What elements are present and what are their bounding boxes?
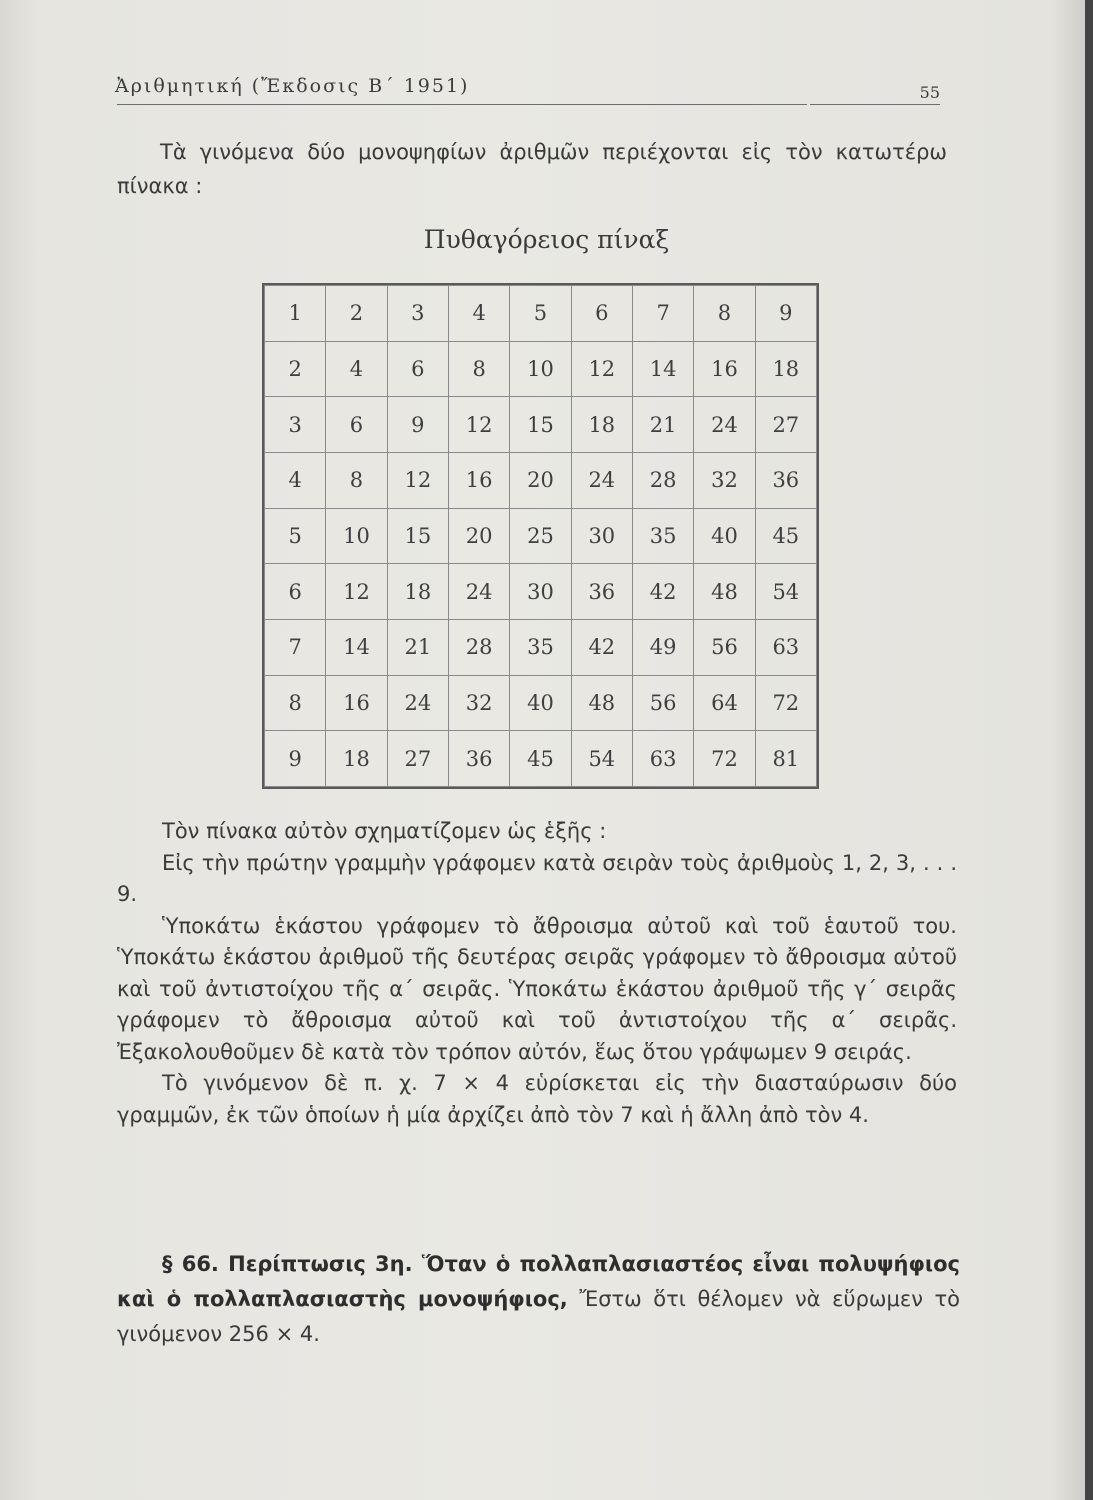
table-cell: 16 bbox=[694, 341, 755, 397]
table-cell: 20 bbox=[448, 508, 509, 564]
table-cell: 27 bbox=[755, 397, 816, 453]
table-cell: 18 bbox=[387, 564, 448, 620]
table-cell: 12 bbox=[571, 341, 632, 397]
table-cell: 9 bbox=[387, 397, 448, 453]
table-cell: 49 bbox=[632, 619, 693, 675]
table-cell: 64 bbox=[694, 675, 755, 731]
table-cell: 40 bbox=[694, 508, 755, 564]
paragraph-1: Τὸν πίνακα αὐτὸν σχηματίζομεν ὡς ἑξῆς : bbox=[162, 819, 607, 843]
intro-paragraph: Τὰ γινόμενα δύο μονοψηφίων ἀριθμῶν περιέχονται εἰς τὸν κατωτέρω πίνακα : bbox=[117, 140, 947, 198]
table-cell: 2 bbox=[326, 286, 387, 342]
table-cell: 7 bbox=[265, 619, 326, 675]
table-cell: 56 bbox=[632, 675, 693, 731]
table-cell: 6 bbox=[387, 341, 448, 397]
table-cell: 63 bbox=[632, 731, 693, 787]
table-cell: 63 bbox=[755, 619, 816, 675]
table-cell: 20 bbox=[510, 452, 571, 508]
table-row bbox=[265, 619, 817, 675]
table-cell: 8 bbox=[694, 286, 755, 342]
table-cell: 9 bbox=[755, 286, 816, 342]
table-cell: 45 bbox=[755, 508, 816, 564]
table-cell: 30 bbox=[571, 508, 632, 564]
table-cell: 45 bbox=[510, 731, 571, 787]
table-cell: 6 bbox=[326, 397, 387, 453]
table-cell: 24 bbox=[387, 675, 448, 731]
table-cell: 18 bbox=[326, 731, 387, 787]
table-cell: 4 bbox=[326, 341, 387, 397]
table-cell: 24 bbox=[571, 452, 632, 508]
table-cell: 21 bbox=[632, 397, 693, 453]
table-row bbox=[265, 564, 817, 620]
table-cell: 16 bbox=[326, 675, 387, 731]
table-cell: 15 bbox=[510, 397, 571, 453]
table-cell: 81 bbox=[755, 731, 816, 787]
table-cell: 8 bbox=[448, 341, 509, 397]
table-cell: 24 bbox=[694, 397, 755, 453]
table-row bbox=[265, 452, 817, 508]
table-cell: 35 bbox=[632, 508, 693, 564]
table-cell: 6 bbox=[571, 286, 632, 342]
table-cell: 36 bbox=[448, 731, 509, 787]
table-cell: 12 bbox=[448, 397, 509, 453]
table-cell: 54 bbox=[755, 564, 816, 620]
table-cell: 4 bbox=[265, 452, 326, 508]
table-cell: 24 bbox=[448, 564, 509, 620]
pythagorean-table bbox=[262, 283, 819, 789]
table-cell: 16 bbox=[448, 452, 509, 508]
table-cell: 12 bbox=[387, 452, 448, 508]
table-cell: 48 bbox=[694, 564, 755, 620]
section-text: Ἔστω ὅτι θέλομεν νὰ εὕρωμεν τὸ γινόμενον 256 × 4. bbox=[117, 1287, 960, 1346]
table-cell: 3 bbox=[265, 397, 326, 453]
table-cell: 18 bbox=[571, 397, 632, 453]
table-row bbox=[265, 341, 817, 397]
table-cell: 3 bbox=[387, 286, 448, 342]
table-cell: 6 bbox=[265, 564, 326, 620]
table-cell: 32 bbox=[694, 452, 755, 508]
table-cell: 36 bbox=[755, 452, 816, 508]
running-header bbox=[115, 75, 940, 107]
table-row bbox=[265, 286, 817, 342]
table-cell: 32 bbox=[448, 675, 509, 731]
paragraph-3: Ὑποκάτω ἑκάστου γράφομεν τὸ ἄθροισμα αὐτοῦ καὶ τοῦ ἑαυτοῦ του. Ὑποκάτω ἑκάστου ἀριθμοῦ τῆς δευτέρας σειρᾶς γράφομεν τὸ ἄθροισμα αὐτοῦ καὶ τοῦ ἀντιστοίχου τῆς α΄ σειρᾶς. Ὑποκάτω ἑκάστου ἀριθμοῦ τῆς γ΄ σειρᾶς γράφομεν τὸ ἄθροισμα αὐτοῦ καὶ τοῦ ἀντιστοίχου τῆς α΄ σειρᾶς. Ἐξακολουθοῦμεν δὲ κατὰ τὸν τρόπον αὐτόν, ἕως ὅτου γράψωμεν 9 σειράς. bbox=[117, 913, 957, 1064]
table-cell: 25 bbox=[510, 508, 571, 564]
table-cell: 54 bbox=[571, 731, 632, 787]
table-cell: 27 bbox=[387, 731, 448, 787]
page-number: 55 bbox=[919, 83, 940, 102]
table-cell: 18 bbox=[755, 341, 816, 397]
table-cell: 21 bbox=[387, 619, 448, 675]
header-title: Ἀριθμητική (Ἔκδοσις Β΄ 1951) bbox=[115, 75, 470, 97]
multiplication-grid bbox=[264, 285, 817, 787]
table-title: Πυθαγόρειος πίναξ bbox=[423, 225, 670, 254]
table-row bbox=[265, 508, 817, 564]
table-cell: 40 bbox=[510, 675, 571, 731]
table-row bbox=[265, 675, 817, 731]
table-cell: 8 bbox=[265, 675, 326, 731]
table-cell: 7 bbox=[632, 286, 693, 342]
table-cell: 35 bbox=[510, 619, 571, 675]
table-cell: 42 bbox=[571, 619, 632, 675]
table-cell: 5 bbox=[510, 286, 571, 342]
page-number-rule bbox=[810, 104, 940, 105]
section-66 bbox=[117, 1247, 960, 1352]
paragraph-4: Τὸ γινόμενον δὲ π. χ. 7 × 4 εὑρίσκεται εἰς τὴν διασταύρωσιν δύο γραμμῶν, ἐκ τῶν ὁποίων ἡ μία ἀρχίζει ἀπὸ τὸν 7 καὶ ἡ ἄλλη ἀπὸ τὸν 4. bbox=[117, 1071, 957, 1127]
table-cell: 56 bbox=[694, 619, 755, 675]
table-cell: 14 bbox=[326, 619, 387, 675]
table-cell: 8 bbox=[326, 452, 387, 508]
table-cell: 42 bbox=[632, 564, 693, 620]
section-heading: § 66. Περίπτωσις 3η. Ὅταν ὁ πολλαπλασιαστέος εἶναι πολυψήφιος καὶ ὁ πολλαπλασιαστὴς μονοψήφιος, bbox=[117, 1252, 960, 1311]
table-cell: 28 bbox=[448, 619, 509, 675]
table-cell: 14 bbox=[632, 341, 693, 397]
table-cell: 10 bbox=[510, 341, 571, 397]
table-cell: 28 bbox=[632, 452, 693, 508]
table-cell: 10 bbox=[326, 508, 387, 564]
table-row bbox=[265, 397, 817, 453]
explanation-text bbox=[117, 816, 957, 1131]
table-cell: 5 bbox=[265, 508, 326, 564]
table-cell: 72 bbox=[694, 731, 755, 787]
table-cell: 4 bbox=[448, 286, 509, 342]
header-rule bbox=[117, 104, 807, 105]
table-cell: 12 bbox=[326, 564, 387, 620]
table-cell: 2 bbox=[265, 341, 326, 397]
table-cell: 72 bbox=[755, 675, 816, 731]
table-row bbox=[265, 731, 817, 787]
table-cell: 36 bbox=[571, 564, 632, 620]
table-cell: 9 bbox=[265, 731, 326, 787]
table-cell: 48 bbox=[571, 675, 632, 731]
table-cell: 1 bbox=[265, 286, 326, 342]
paragraph-2: Εἰς τὴν πρώτην γραμμὴν γράφομεν κατὰ σειρὰν τοὺς ἀριθμοὺς 1, 2, 3, . . . 9. bbox=[117, 850, 957, 906]
table-cell: 15 bbox=[387, 508, 448, 564]
table-cell: 30 bbox=[510, 564, 571, 620]
